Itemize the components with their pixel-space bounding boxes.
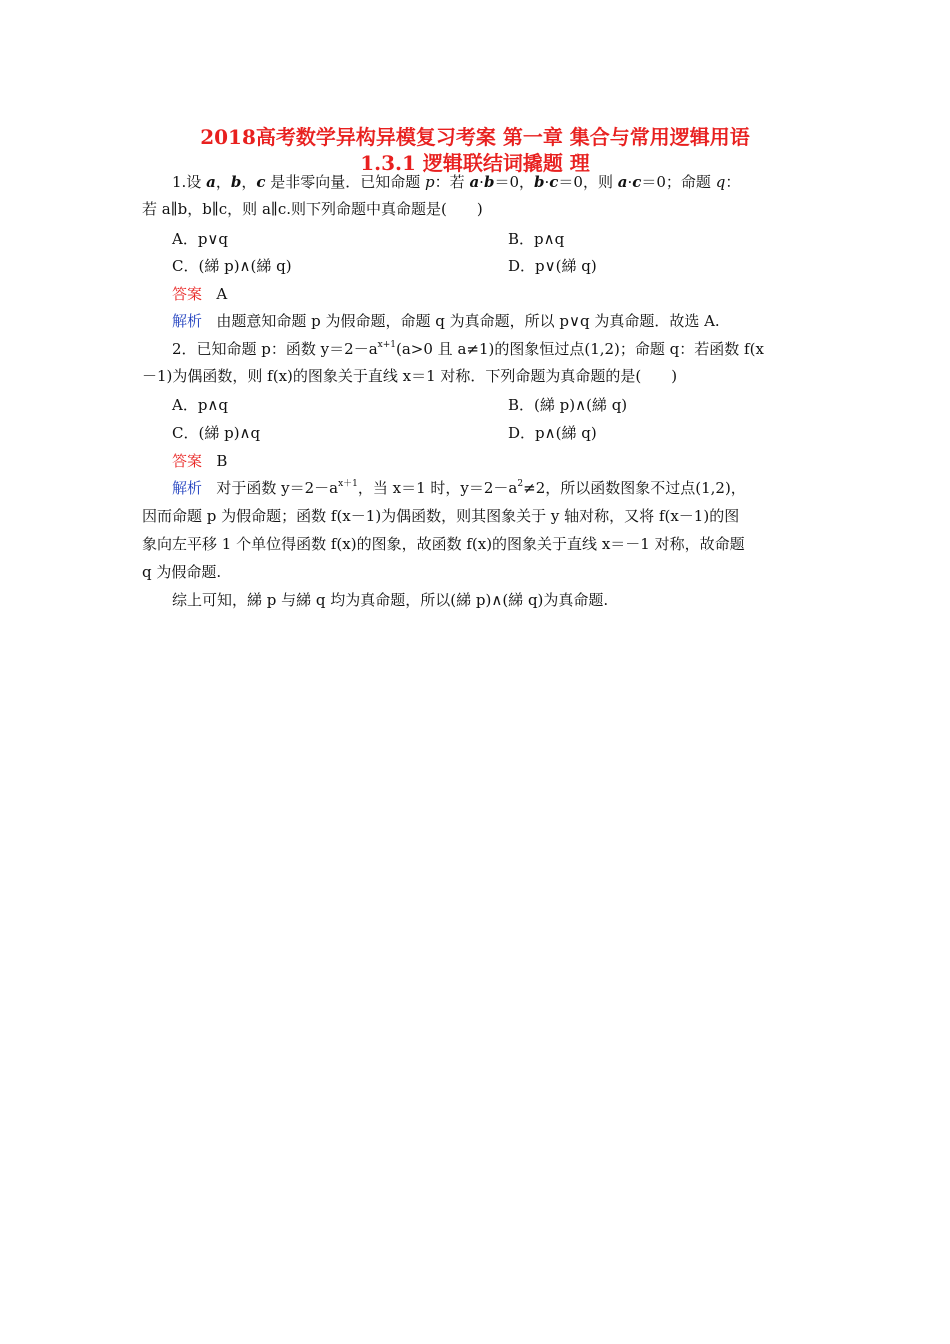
q1-option-b: B．p∧q xyxy=(508,230,565,248)
q2-answer xyxy=(172,451,812,471)
q2-analysis-line2: 因而命题 p 为假命题；函数 f(x－1)为偶函数，则其图象关于 y 轴对称，又将 f(x－1)的图 xyxy=(142,507,740,525)
q1-stem-line2: 若 a∥b，b∥c，则 a∥c.则下列命题中真命题是( ) xyxy=(142,200,483,218)
q1-option-d: D．p∨(綈 q) xyxy=(508,257,597,275)
q1-analysis-label: 解析 xyxy=(172,312,203,330)
q2-option-c: C．(綈 p)∧q xyxy=(172,424,261,442)
q1-answer xyxy=(172,284,812,304)
q2-stem-line2: －1)为偶函数，则 f(x)的图象关于直线 x＝1 对称．下列命题为真命题的是( ) xyxy=(142,367,678,385)
q1-answer-value: A xyxy=(216,285,228,303)
q2-option-d: D．p∧(綈 q) xyxy=(508,424,597,442)
q1-analysis-text: 由题意知命题 p 为假命题，命题 q 为真命题，所以 p∨q 为真命题．故选 A. xyxy=(216,312,720,330)
q1-answer-label: 答案 xyxy=(172,285,203,303)
q2-answer-value: B xyxy=(216,452,228,470)
q1-stem-line1: 1.设 a，b，c 是非零向量．已知命题 p：若 a·b＝0，b·c＝0，则 a·c＝0；命题 q： xyxy=(172,173,741,191)
q2-stem-line1: 2．已知命题 p：函数 $y=2-a^{x+1}(a>0$ 且 a≠1)的图象恒过点(1,2)；命题 q：若函数 f(x xyxy=(172,340,764,358)
q2-conclusion: 综上可知，綈 p 与綈 q 均为真命题，所以(綈 p)∧(綈 q)为真命题. xyxy=(172,591,609,609)
q2-analysis-label: 解析 xyxy=(172,479,203,497)
q1-option-c: C．(綈 p)∧(綈 q) xyxy=(172,257,292,275)
q1-option-a: A．p∨q xyxy=(172,230,229,248)
document-title-line2: 1.3.1 逻辑联结词撬题 理 xyxy=(360,151,590,175)
q2-option-b: B．(綈 p)∧(綈 q) xyxy=(508,396,628,414)
q2-analysis-line3: 象向左平移 1 个单位得函数 f(x)的图象，故函数 f(x)的图象关于直线 x＝－1 对称，故命题 xyxy=(142,535,745,553)
q2-analysis-line1: 解析 对于函数 $y=2-a^{x+1}$，当 x＝1 时，$y=2-a^2\ne 2$，所以函数图象不过点(1,2)， xyxy=(172,479,746,497)
q2-analysis-line4: q 为假命题. xyxy=(142,563,222,581)
q2-option-a: A．p∧q xyxy=(172,396,229,414)
document-title-line1: 2018高考数学异构异模复习考案 第一章 集合与常用逻辑用语 xyxy=(200,125,750,149)
q1-analysis xyxy=(172,311,812,331)
q2-answer-label: 答案 xyxy=(172,452,203,470)
